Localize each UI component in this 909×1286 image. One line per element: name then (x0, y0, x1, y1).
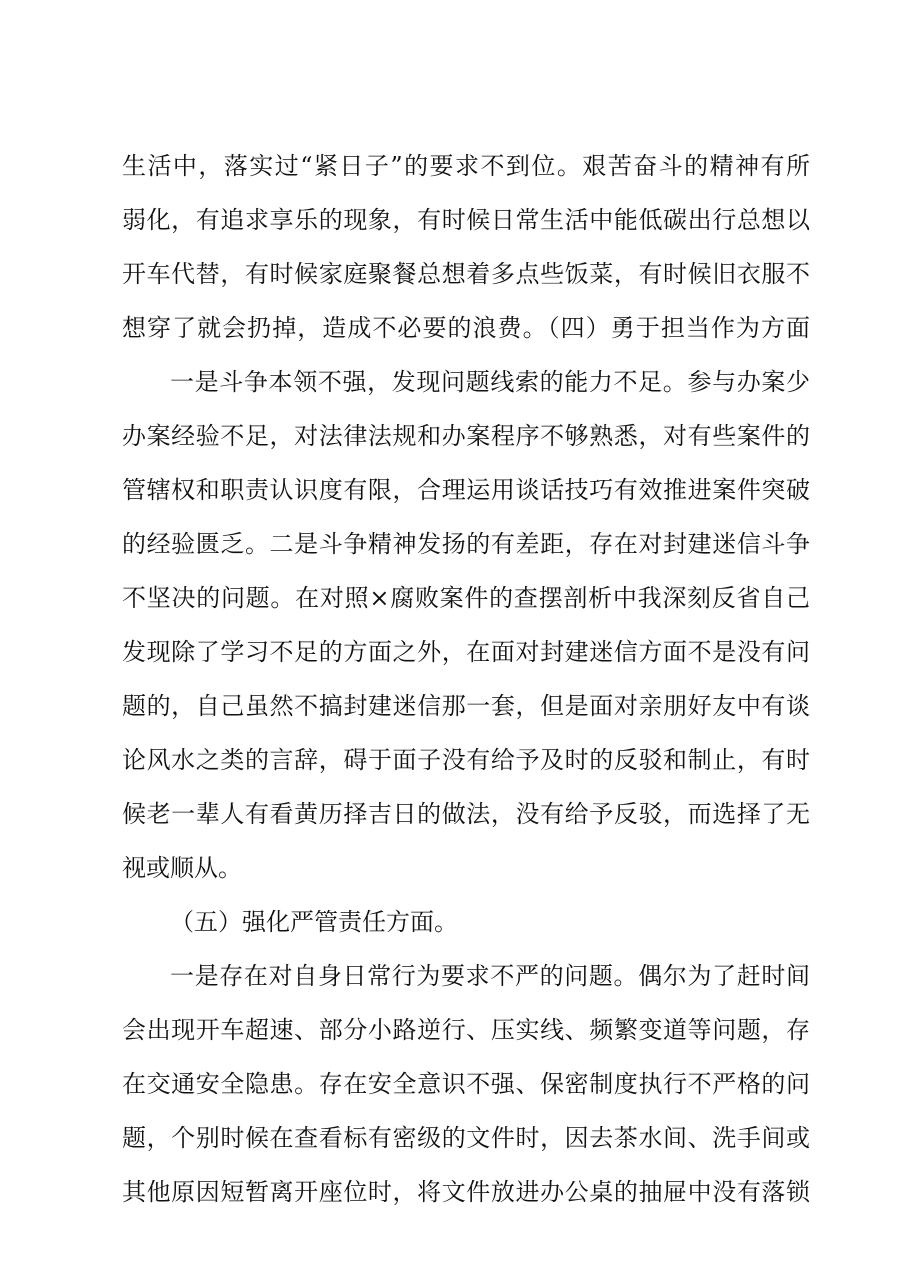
paragraph-line: 管辖权和职责认识度有限，合理运用谈话技巧有效推进案件突破 (122, 476, 810, 504)
paragraph-line: 生活中，落实过“紧日子”的要求不到位。艰苦奋斗的精神有所 (122, 152, 810, 180)
section-heading: （五）强化严管责任方面。 (170, 908, 458, 936)
paragraph-line: 一是斗争本领不强，发现问题线索的能力不足。参与办案少 (170, 368, 810, 396)
paragraph-line: 在交通安全隐患。存在安全意识不强、保密制度执行不严格的问 (122, 1070, 810, 1098)
paragraph-line: 的经验匮乏。二是斗争精神发扬的有差距，存在对封建迷信斗争 (122, 530, 810, 558)
paragraph-line: 候老一辈人有看黄历择吉日的做法，没有给予反驳，而选择了无 (122, 800, 810, 828)
paragraph-line: 题，个别时候在查看标有密级的文件时，因去茶水间、洗手间或 (122, 1124, 810, 1152)
paragraph-line: 不坚决的问题。在对照×腐败案件的查摆剖析中我深刻反省自己 (122, 584, 810, 612)
paragraph-line: 想穿了就会扔掉，造成不必要的浪费。（四）勇于担当作为方面 (122, 314, 810, 342)
paragraph-line: 办案经验不足，对法律法规和办案程序不够熟悉，对有些案件的 (122, 422, 810, 450)
paragraph-line: 发现除了学习不足的方面之外，在面对封建迷信方面不是没有问 (122, 638, 810, 666)
paragraph-line: 其他原因短暂离开座位时，将文件放进办公桌的抽屉中没有落锁 (122, 1178, 810, 1206)
paragraph-line: 弱化，有追求享乐的现象，有时候日常生活中能低碳出行总想以 (122, 206, 810, 234)
paragraph-line: 一是存在对自身日常行为要求不严的问题。偶尔为了赶时间 (170, 962, 810, 990)
paragraph-line: 开车代替，有时候家庭聚餐总想着多点些饭菜，有时候旧衣服不 (122, 260, 810, 288)
paragraph-line: 论风水之类的言辞，碍于面子没有给予及时的反驳和制止，有时 (122, 746, 810, 774)
paragraph-line: 题的，自己虽然不搞封建迷信那一套，但是面对亲朋好友中有谈 (122, 692, 810, 720)
paragraph-line: 会出现开车超速、部分小路逆行、压实线、频繁变道等问题，存 (122, 1016, 810, 1044)
paragraph-line: 视或顺从。 (122, 854, 242, 882)
